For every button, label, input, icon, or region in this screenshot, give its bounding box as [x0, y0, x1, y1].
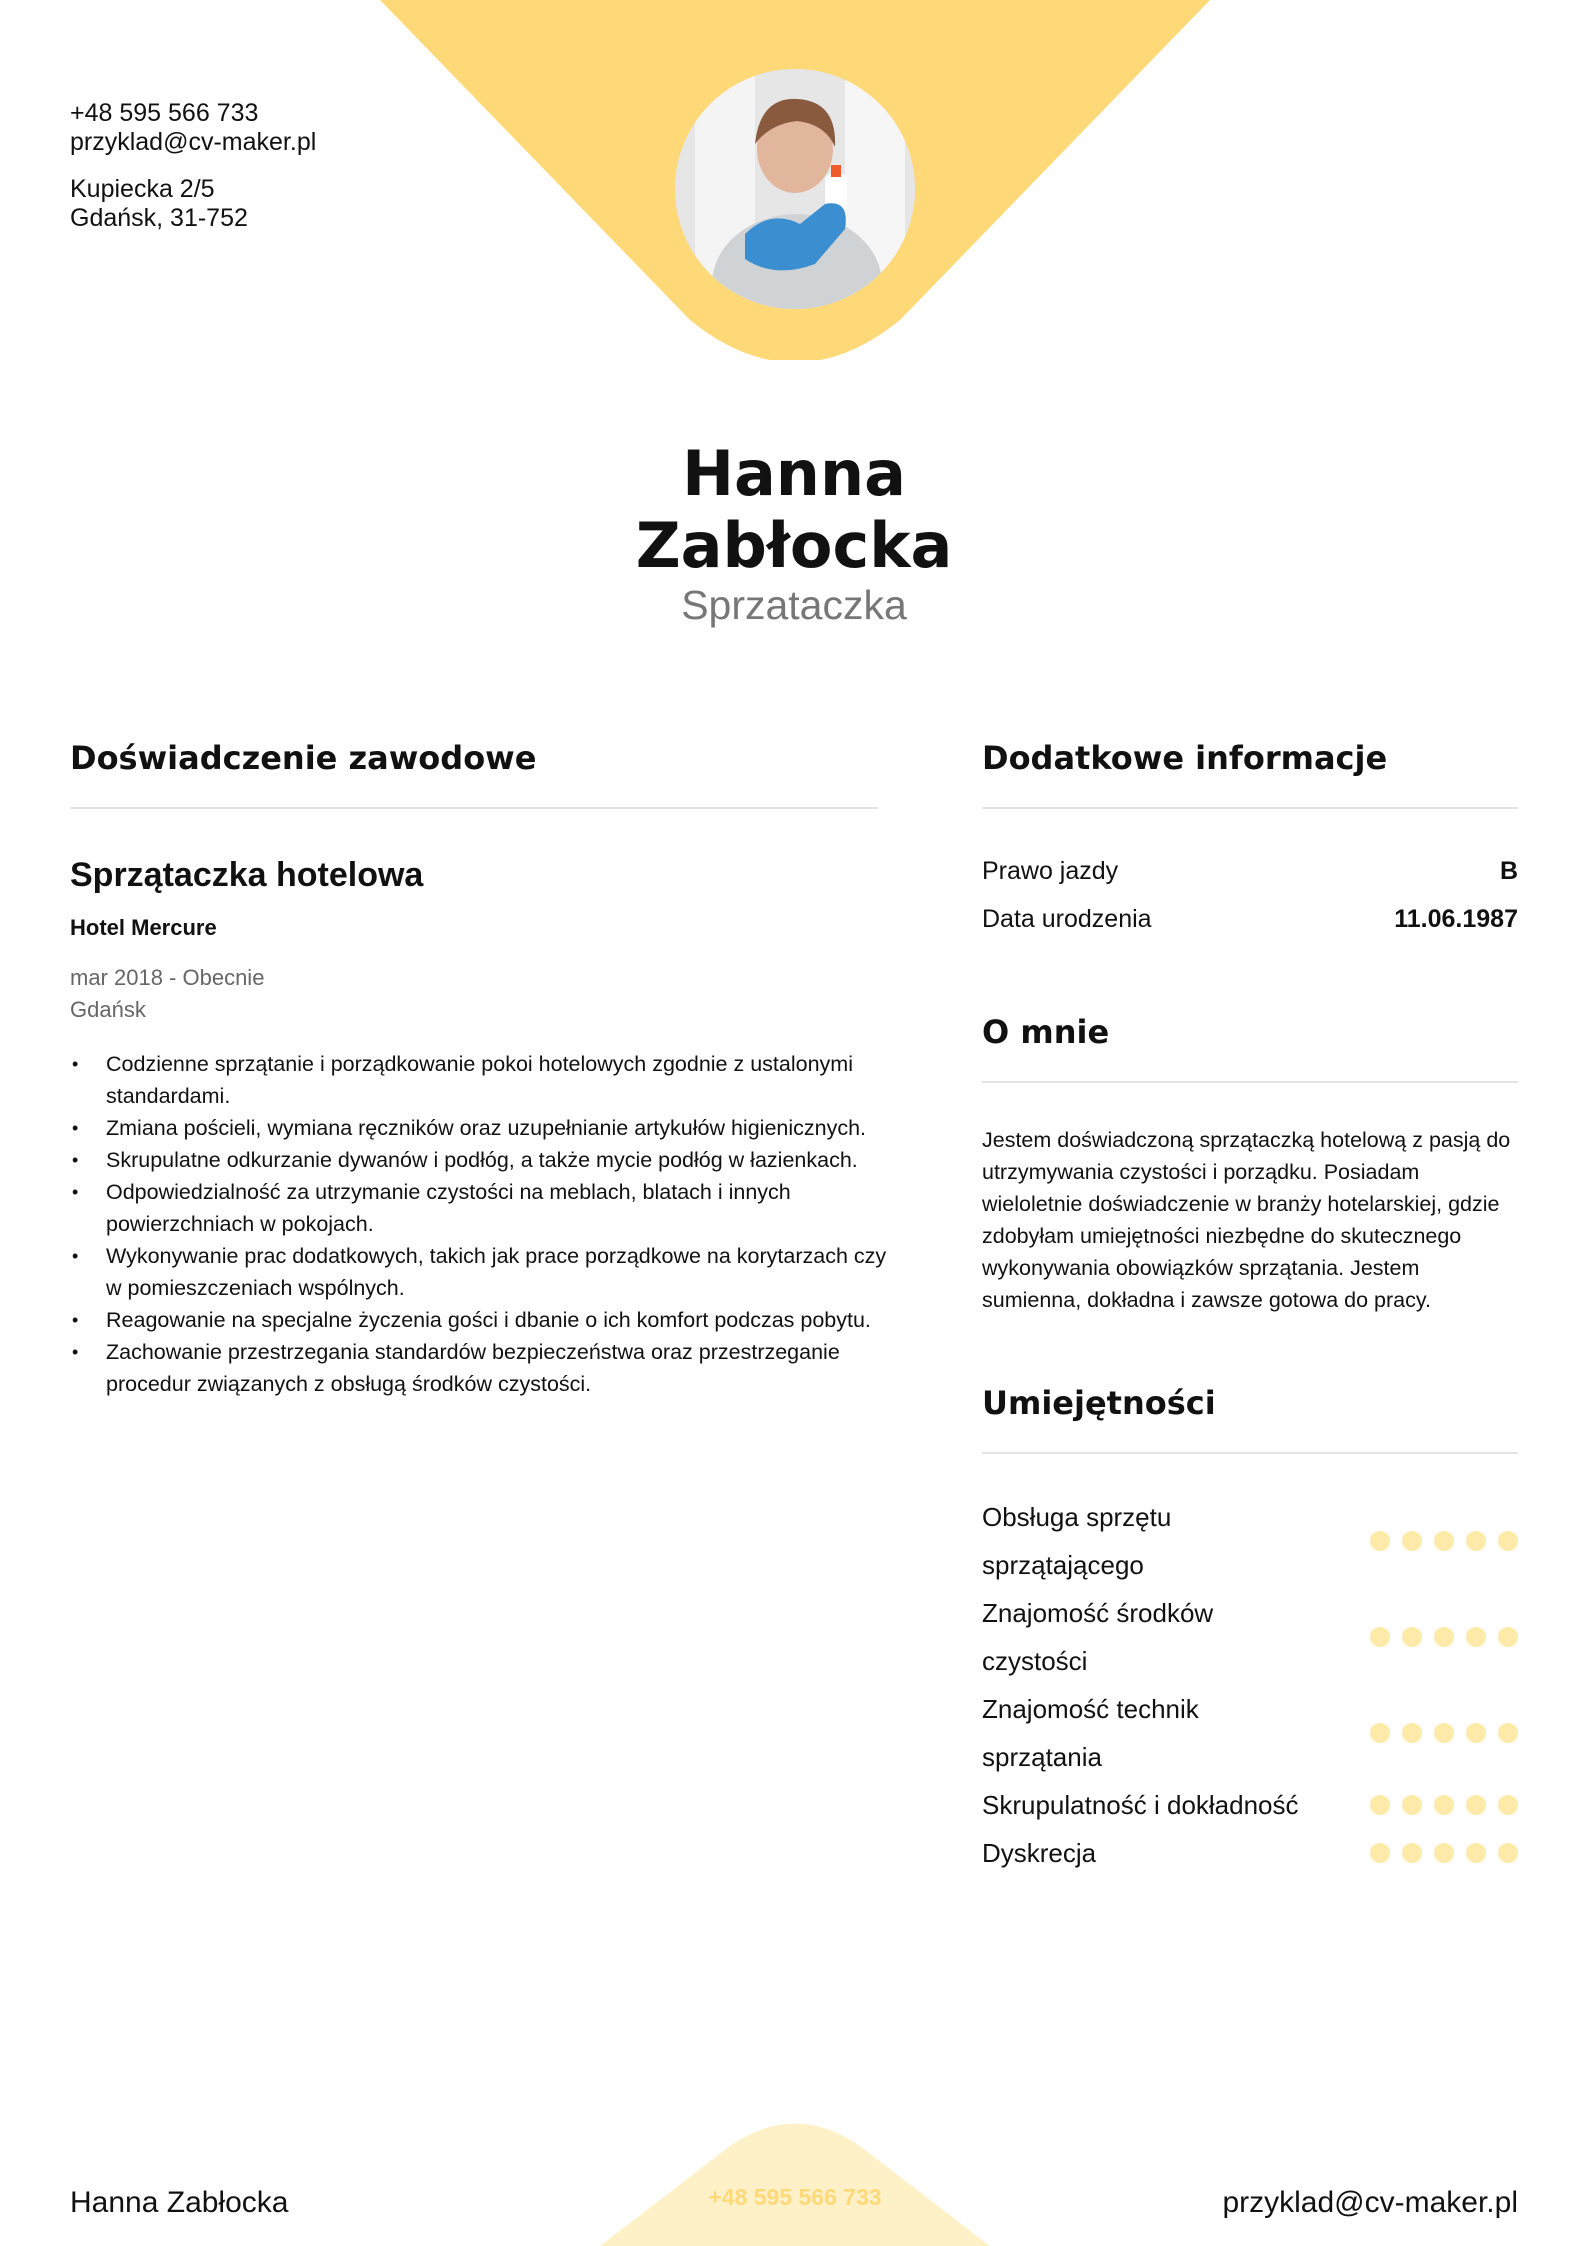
skill-dot: [1498, 1531, 1518, 1551]
skill-rating: [1370, 1795, 1518, 1815]
skill-dot: [1466, 1843, 1486, 1863]
skill-dot: [1434, 1843, 1454, 1863]
skill-dot: [1466, 1723, 1486, 1743]
experience-divider: [70, 807, 878, 809]
last-name: Zabłocka: [635, 509, 953, 582]
skill-dot: [1434, 1627, 1454, 1647]
skill-dot: [1370, 1627, 1390, 1647]
about-heading: O mnie: [982, 1013, 1110, 1051]
skill-rating: [1370, 1531, 1518, 1551]
skill-dot: [1466, 1531, 1486, 1551]
skill-dot: [1466, 1627, 1486, 1647]
skill-dot: [1370, 1843, 1390, 1863]
experience-period: mar 2018 - Obecnie: [70, 965, 265, 990]
experience-location: Gdańsk: [70, 997, 146, 1022]
skill-name: Znajomość środków czystości: [982, 1598, 1214, 1676]
skill-rating: [1370, 1723, 1518, 1743]
duty-item: • Wykonywanie prac dodatkowych, takich jak prace porządkowe na korytarzach czy w pomieszczeniach wspólnych.: [70, 1240, 890, 1304]
contact-email: przyklad@cv-maker.pl: [70, 128, 317, 156]
info-row-birth-date: [982, 905, 1518, 934]
experience-duties-list: [70, 1048, 890, 1400]
footer-name: Hanna Zabłocka: [70, 2186, 289, 2219]
info-label: Data urodzenia: [982, 905, 1152, 933]
skill-name: Dyskrecja: [982, 1838, 1097, 1868]
skill-name: Obsługa sprzętu sprzątającego: [982, 1502, 1172, 1580]
skill-name: Skrupulatność i dokładność: [982, 1790, 1299, 1820]
duty-item: • Codzienne sprzątanie i porządkowanie pokoi hotelowych zgodnie z ustalonymi standardami.: [70, 1048, 890, 1112]
info-row-driving-license: [982, 857, 1518, 886]
footer-email: przyklad@cv-maker.pl: [1222, 2186, 1518, 2219]
skill-row: [982, 1829, 1518, 1877]
skill-row: [982, 1781, 1518, 1829]
skill-name: Znajomość technik sprzątania: [982, 1694, 1199, 1772]
skill-dot: [1498, 1627, 1518, 1647]
info-value: 11.06.1987: [1394, 905, 1518, 933]
experience-company: Hotel Mercure: [70, 915, 217, 940]
duty-item: • Odpowiedzialność za utrzymanie czystości na meblach, blatach i innych powierzchniach w pokojach.: [70, 1176, 890, 1240]
experience-position: Sprzątaczka hotelowa: [70, 856, 424, 894]
skills-divider: [982, 1452, 1518, 1454]
skill-dot: [1434, 1795, 1454, 1815]
first-name: Hanna: [682, 437, 906, 510]
skill-row: [982, 1685, 1518, 1781]
skill-dot: [1370, 1795, 1390, 1815]
skill-row: [982, 1493, 1518, 1589]
info-value: B: [1499, 857, 1518, 885]
skill-rating: [1370, 1843, 1518, 1863]
job-title: Sprzataczka: [681, 582, 907, 628]
skill-row: [982, 1589, 1518, 1685]
duty-item: • Zmiana pościeli, wymiana ręczników oraz uzupełnianie artykułów higienicznych.: [70, 1112, 890, 1144]
skill-dot: [1434, 1723, 1454, 1743]
contact-phone: +48 595 566 733: [70, 99, 259, 127]
duty-item: • Skrupulatne odkurzanie dywanów i podłóg, a także mycie podłóg w łazienkach.: [70, 1144, 890, 1176]
additional-info-divider: [982, 807, 1518, 809]
skills-heading: Umiejętności: [982, 1384, 1216, 1422]
skill-dot: [1498, 1723, 1518, 1743]
skill-dot: [1370, 1723, 1390, 1743]
skill-dot: [1402, 1627, 1422, 1647]
duty-item: • Zachowanie przestrzegania standardów bezpieczeństwa oraz przestrzeganie procedur związanych z obsługą środków czystości.: [70, 1336, 890, 1400]
experience-heading: Doświadczenie zawodowe: [70, 739, 537, 777]
duty-item: • Reagowanie na specjalne życzenia gości i dbanie o ich komfort podczas pobytu.: [70, 1304, 890, 1336]
skill-dot: [1434, 1531, 1454, 1551]
skill-dot: [1402, 1843, 1422, 1863]
profile-photo-image: [675, 69, 915, 309]
skill-dot: [1466, 1795, 1486, 1815]
about-divider: [982, 1081, 1518, 1083]
skill-rating: [1370, 1627, 1518, 1647]
skill-dot: [1498, 1795, 1518, 1815]
skill-dot: [1402, 1531, 1422, 1551]
skill-dot: [1402, 1723, 1422, 1743]
address-street: Kupiecka 2/5: [70, 175, 215, 203]
skill-dot: [1498, 1843, 1518, 1863]
footer-decoration-shape: [600, 2116, 990, 2246]
address-city: Gdańsk, 31-752: [70, 204, 248, 232]
profile-photo: [675, 69, 915, 309]
skill-dot: [1402, 1795, 1422, 1815]
footer-phone: +48 595 566 733: [708, 2184, 882, 2210]
additional-info-heading: Dodatkowe informacje: [982, 739, 1388, 777]
about-text: Jestem doświadczoną sprzątaczką hotelową z pasją do utrzymywania czystości i porządku. Posiadam wieloletnie doświadczenie w branży hotelarskiej, gdzie zdobyłam umiejętności niezbędne do skutecznego wykonywania obowiązków sprzątania. Jestem sumienna, dokładna i zawsze gotowa do pracy.: [982, 1128, 1511, 1312]
info-label: Prawo jazdy: [982, 857, 1119, 885]
skill-dot: [1370, 1531, 1390, 1551]
